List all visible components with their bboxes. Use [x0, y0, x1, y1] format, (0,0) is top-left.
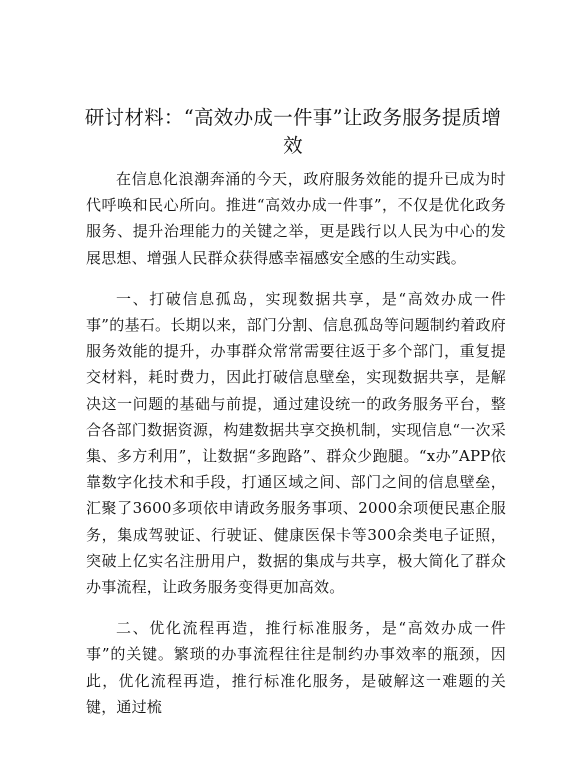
document-body	[86, 166, 506, 730]
paragraph-intro: 在信息化浪潮奔涌的今天，政府服务效能的提升已成为时代呼唤和民心所向。推进“高效办成一件事”，不仅是优化政务服务、提升治理能力的关键之举，更是践行以人民为中心的发展思想、增强人民群众获得感幸福感安全感的生动实践。	[86, 170, 506, 267]
paragraph-section-1: 一、打破信息孤岛，实现数据共享，是“高效办成一件事”的基石。长期以来，部门分割、信息孤岛等问题制约着政府服务效能的提升，办事群众常常需要往返于多个部门，重复提交材料，耗时费力，因此打破信息壁垒，实现数据共享，是解决这一问题的基础与前提，通过建设统一的政务服务平台，整合各部门数据资源，构建数据共享交换机制，实现信息“一次采集、多方利用”，让数据“多跑路”、群众少跑腿。“x办”APP依靠数字化技术和手段，打通区域之间、部门之间的信息壁垒，汇聚了3600多项依申请政务服务事项、2000余项便民惠企服务，集成驾驶证、行驶证、健康医保卡等300余类电子证照，突破上亿实名注册用户，数据的集成与共享，极大简化了群众办事流程，让政务服务变得更加高效。	[86, 289, 506, 597]
paragraph-section-2: 二、优化流程再造，推行标准服务，是“高效办成一件事”的关键。繁琐的办事流程往往是制约办事效率的瓶颈，因此，优化流程再造，推行标准化服务，是破解这一难题的关键，通过梳	[86, 619, 506, 716]
document-title: 研讨材料：“高效办成一件事”让政务服务提质增效	[84, 106, 502, 157]
